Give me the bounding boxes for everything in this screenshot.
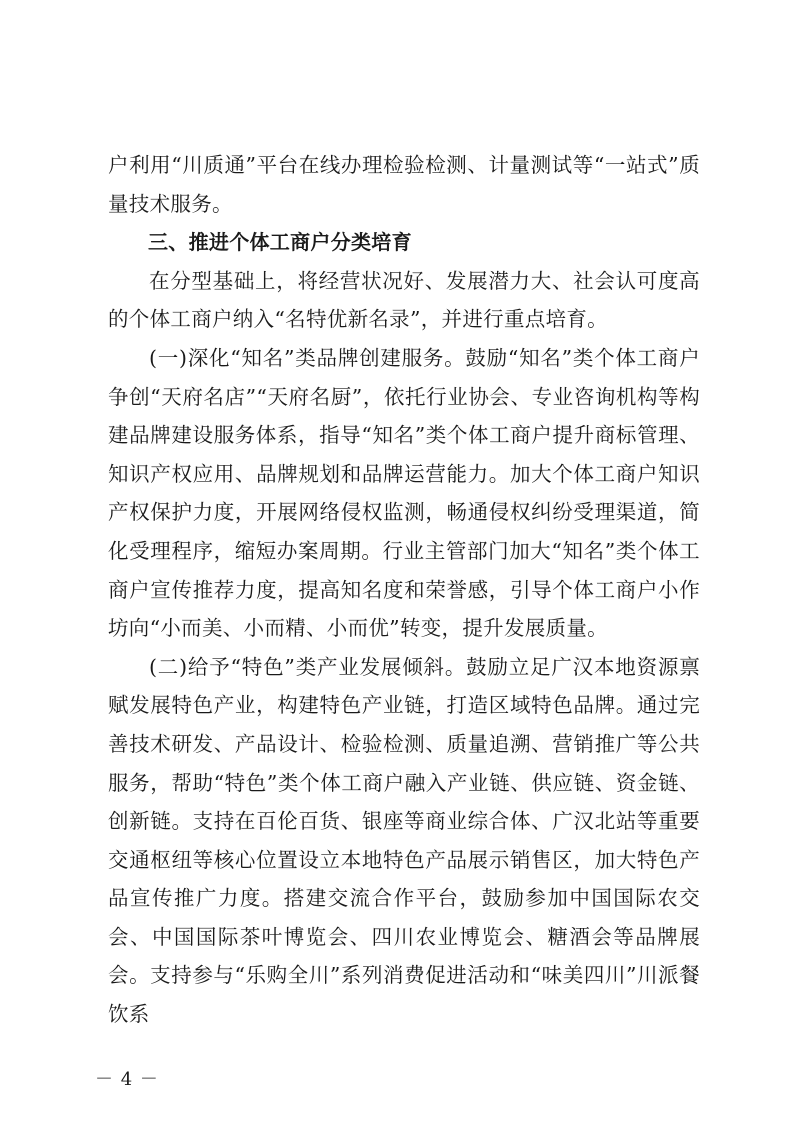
page-number: － 4 － [95,1069,159,1090]
document-body [108,146,700,1034]
paragraph-intro: 在分型基础上，将经营状况好、发展潜力大、社会认可度高的个体工商户纳入“名特优新名录”，并进行重点培育。 [108,268,700,332]
paragraph-brand-building: (一)深化“知名”类品牌创建服务。鼓励“知名”类个体工商户争创“天府名店”“天府名厨”，依托行业协会、专业咨询机构等构建品牌建设服务体系，指导“知名”类个体工商户提升商标管理、知识产权应用、品牌规划和品牌运营能力。加大个体工商户知识产权保护力度，开展网络侵权监测，畅通侵权纠纷受理渠道，简化受理程序，缩短办案周期。行业主管部门加大“知名”类个体工商户宣传推荐力度，提高知名度和荣誉感，引导个体工商户小作坊向“小而美、小而精、小而优”转变，提升发展质量。 [108,345,700,641]
paragraph-featured-industry: (二)给予“特色”类产业发展倾斜。鼓励立足广汉本地资源禀赋发展特色产业，构建特色产业链，打造区域特色品牌。通过完善技术研发、产品设计、检验检测、质量追溯、营销推广等公共服务，帮助“特色”类个体工商户融入产业链、供应链、资金链、创新链。支持在百伦百货、银座等商业综合体、广汉北站等重要交通枢纽等核心位置设立本地特色产品展示销售区，加大特色产品宣传推广力度。搭建交流合作平台，鼓励参加中国国际农交会、中国国际茶叶博览会、四川农业博览会、糖酒会等品牌展会。支持参与“乐购全川”系列消费促进活动和“味美四川”川派餐饮系 [108,654,700,1027]
section-heading: 三、推进个体工商户分类培育 [148,230,412,255]
paragraph-continuation: 户利用“川质通”平台在线办理检验检测、计量测试等“一站式”质量技术服务。 [108,153,700,216]
